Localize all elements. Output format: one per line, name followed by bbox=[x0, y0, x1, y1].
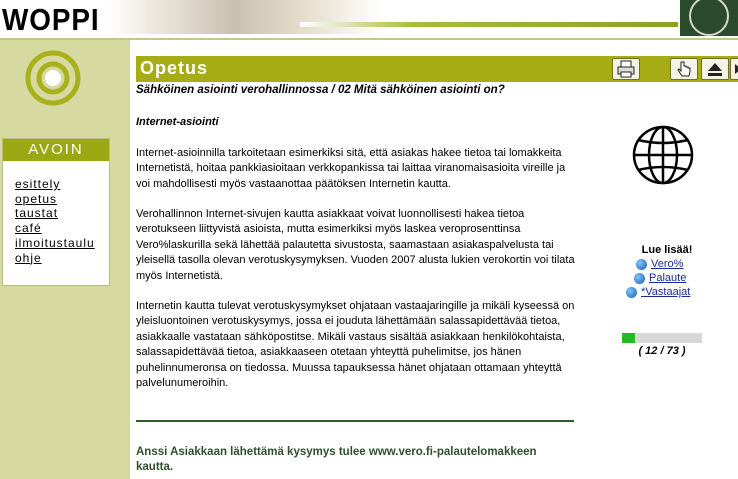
hand-pointer-icon bbox=[674, 60, 694, 78]
read-more-item bbox=[634, 272, 716, 284]
link-palaute[interactable]: Palaute bbox=[649, 272, 687, 284]
eject-icon bbox=[705, 60, 725, 78]
pointer-button[interactable] bbox=[670, 58, 698, 80]
paragraph-3: Internetin kautta tulevat verotuskysymykset ohjataan vastaajaringille ja mikäli kyseessä on yleisluontoinen verotuskysymys, jossa ei jouduta lähettämään salassapidettävää tietoa, asiakkaalle vastataan sähköpostitse. Mikäli vastaus sisältää asiakkaan henkilökohtaista, salassapidettävää tietoa, asiakkaaseen otetaan yhteyttä puhelimitse, jos hänen puhelinnumeronsa on tiedossa. Muussa tapauksessa hänet ohjataan ottamaan yhteyttä palvelunumeroihin. bbox=[136, 300, 575, 390]
progress-bar bbox=[622, 333, 702, 343]
header-banner bbox=[0, 0, 738, 40]
sidebar-link-esittely[interactable]: esittely bbox=[15, 177, 61, 191]
sidebar-link-cafe[interactable]: café bbox=[15, 221, 42, 236]
read-more-panel bbox=[612, 244, 716, 298]
small-globe-icon bbox=[626, 287, 637, 298]
eject-button[interactable] bbox=[701, 58, 729, 80]
avoin-menu-title: AVOIN bbox=[3, 139, 109, 161]
small-globe-icon bbox=[634, 273, 645, 284]
link-vastaajat[interactable]: *Vastaajat bbox=[641, 286, 691, 298]
woppi-logo: WOPPI bbox=[2, 2, 100, 37]
content-divider bbox=[136, 420, 574, 422]
progress-label: ( 12 / 73 ) bbox=[638, 345, 686, 357]
header-photo bbox=[108, 0, 678, 34]
breadcrumb: Sähköinen asiointi verohallinnossa / 02 Mitä sähköinen asiointi on? bbox=[136, 84, 505, 96]
read-more-item bbox=[626, 286, 716, 298]
footer-note: Anssi Asiakkaan lähettämä kysymys tulee www.vero.fi-palautelomakkeen kautta. bbox=[136, 446, 537, 473]
print-button[interactable] bbox=[612, 58, 640, 80]
sidebar-link-taustat[interactable]: taustat bbox=[15, 206, 59, 221]
avoin-menu bbox=[2, 138, 110, 286]
globe-icon bbox=[631, 124, 695, 186]
page-title: Opetus bbox=[140, 58, 209, 78]
main-content bbox=[136, 83, 576, 392]
sidebar bbox=[0, 40, 130, 479]
paragraph-1: Internet-asioinnilla tarkoitetaan esimerkiksi sitä, että asiakas hakee tietoa tai lomakkeita Internetistä, hoitaa pankkiasioitaan verkkopankissa tai laittaa viranomaisasioita vireille ja voi mahdollisesti myös vastaanottaa päätöksen Internetin kautta. bbox=[136, 146, 566, 190]
read-more-item bbox=[636, 258, 716, 270]
circle-logo-icon bbox=[25, 50, 81, 106]
next-icon bbox=[734, 60, 738, 78]
header-stripe bbox=[300, 22, 678, 27]
small-globe-icon bbox=[636, 259, 647, 270]
section-title: Internet-asiointi bbox=[136, 116, 219, 129]
print-icon bbox=[616, 60, 636, 78]
next-button[interactable] bbox=[730, 58, 738, 80]
paragraph-2: Verohallinnon Internet-sivujen kautta asiakkaat voivat luonnollisesti hakea tietoa verotukseen liittyvistä asioista, mutta esimerkiksi myös laskea veroprosenttinsa Vero%laskurilla sekä lähettää palautetta sivustosta, saamastaan asiakaspalvelusta tai yleisellä tasolla olevan verotuskysymyksen. Vuoden 2007 alusta lukien verokortin voi tilata myös Internetistä. bbox=[136, 208, 575, 282]
sidebar-link-opetus[interactable]: opetus bbox=[15, 191, 58, 206]
link-vero-percent[interactable]: Vero% bbox=[651, 258, 684, 270]
page-title-bar bbox=[136, 56, 738, 82]
read-more-title: Lue lisää! bbox=[641, 244, 693, 256]
sidebar-link-ohje[interactable]: ohje bbox=[15, 250, 42, 265]
progress-fill bbox=[622, 333, 635, 343]
sidebar-link-ilmoitustaulu[interactable]: ilmoitustaulu bbox=[15, 235, 95, 250]
